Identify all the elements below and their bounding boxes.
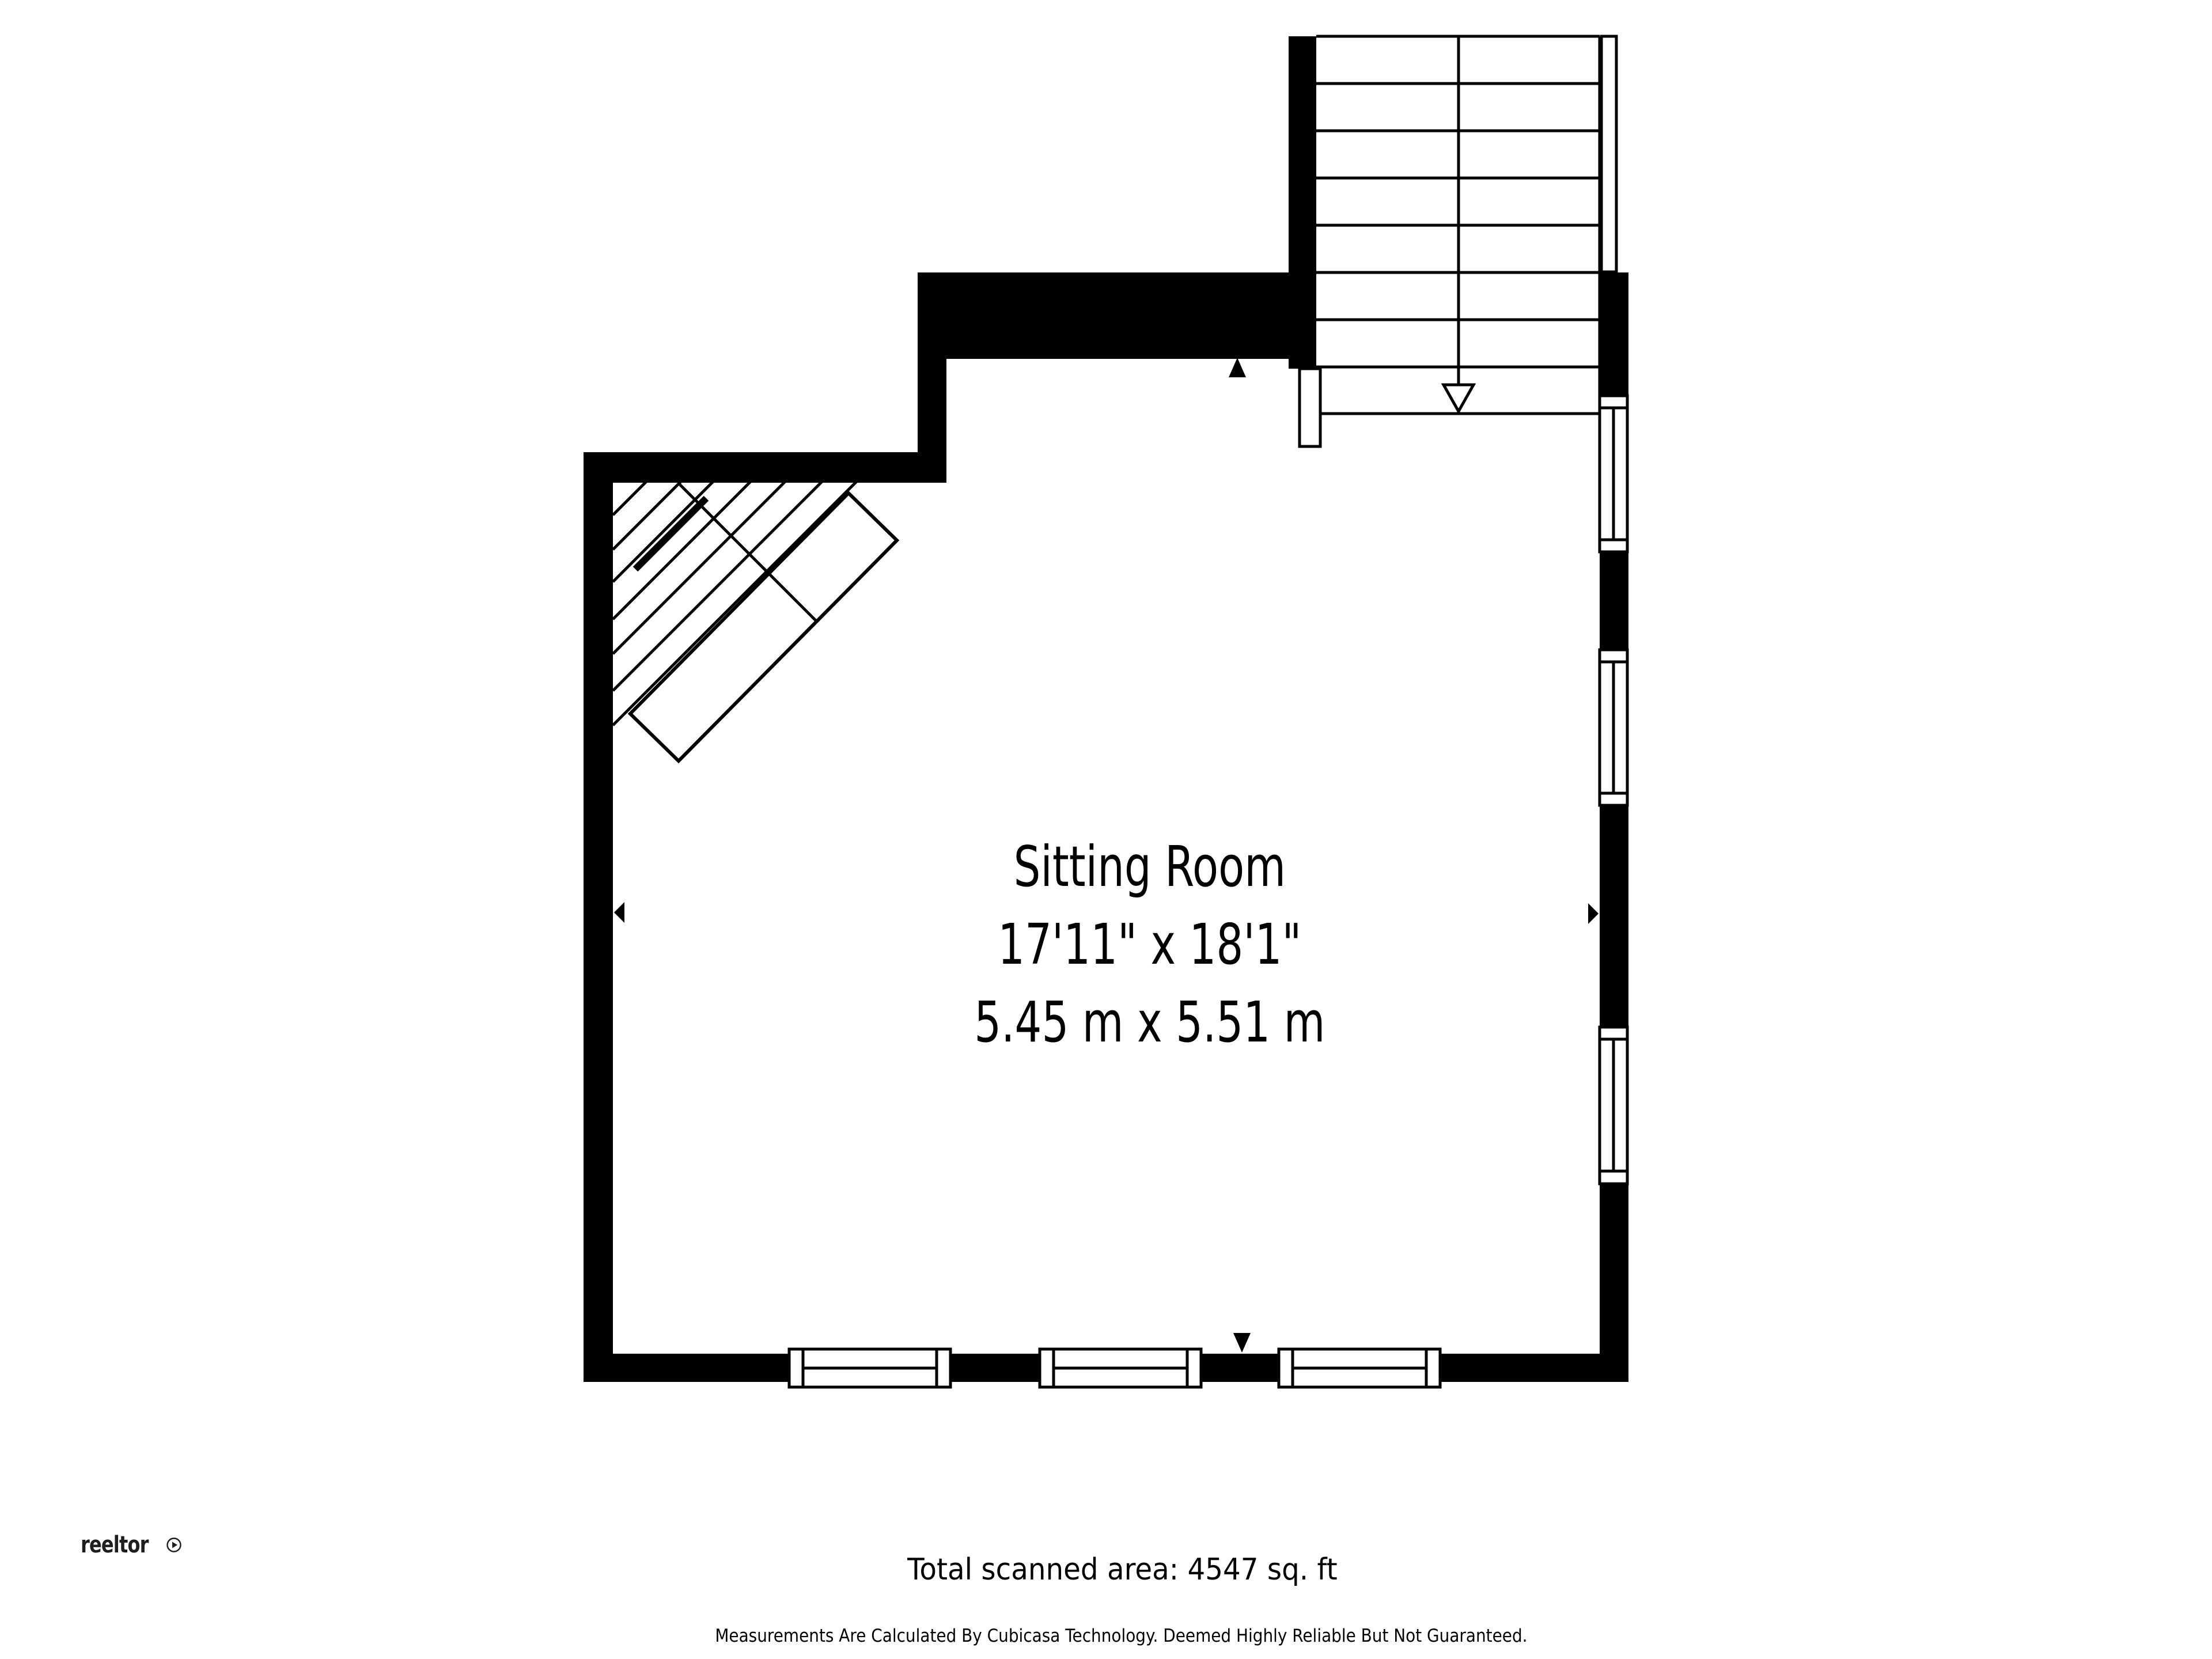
window-bottom-3 <box>1279 1349 1440 1387</box>
window-right-2 <box>1600 650 1627 805</box>
reeltor-logo <box>81 1532 182 1558</box>
window-right-1 <box>1600 396 1627 552</box>
stair-left-wall <box>1289 36 1316 369</box>
top-left-wall <box>584 452 946 483</box>
hatch-thick-segment <box>635 498 706 569</box>
room-size-imperial: 17'11" x 18'1" <box>998 912 1302 977</box>
walls <box>584 36 1628 1382</box>
top-header-wall <box>918 272 1316 359</box>
play-circle-icon <box>166 1537 182 1553</box>
marker-up-icon <box>1229 358 1246 377</box>
right-wall-seg-d <box>1600 1184 1628 1382</box>
stair-down-arrow-icon <box>1444 385 1474 411</box>
room-name: Sitting Room <box>1013 834 1286 899</box>
staircase <box>1300 36 1616 446</box>
room-label <box>574 828 1726 1061</box>
window-bottom-1 <box>789 1349 950 1387</box>
marker-down-icon <box>1233 1333 1251 1353</box>
stair-stringer <box>1601 36 1616 272</box>
room-size-metric: 5.45 m x 5.51 m <box>974 990 1325 1055</box>
logo-text: reeltor <box>81 1532 149 1558</box>
window-bottom-2 <box>1040 1349 1201 1387</box>
right-wall-seg-a <box>1600 272 1628 396</box>
sloped-ceiling-hatch <box>613 480 897 761</box>
step-wall <box>918 357 946 483</box>
stair-newel-post <box>1300 369 1320 446</box>
right-wall-seg-b <box>1600 552 1628 650</box>
total-area-text: Total scanned area: 4547 sq. ft <box>907 1552 1338 1587</box>
disclaimer-text: Measurements Are Calculated By Cubicasa Technology. Deemed Highly Reliable But Not Guaranteed. <box>714 1626 1528 1646</box>
